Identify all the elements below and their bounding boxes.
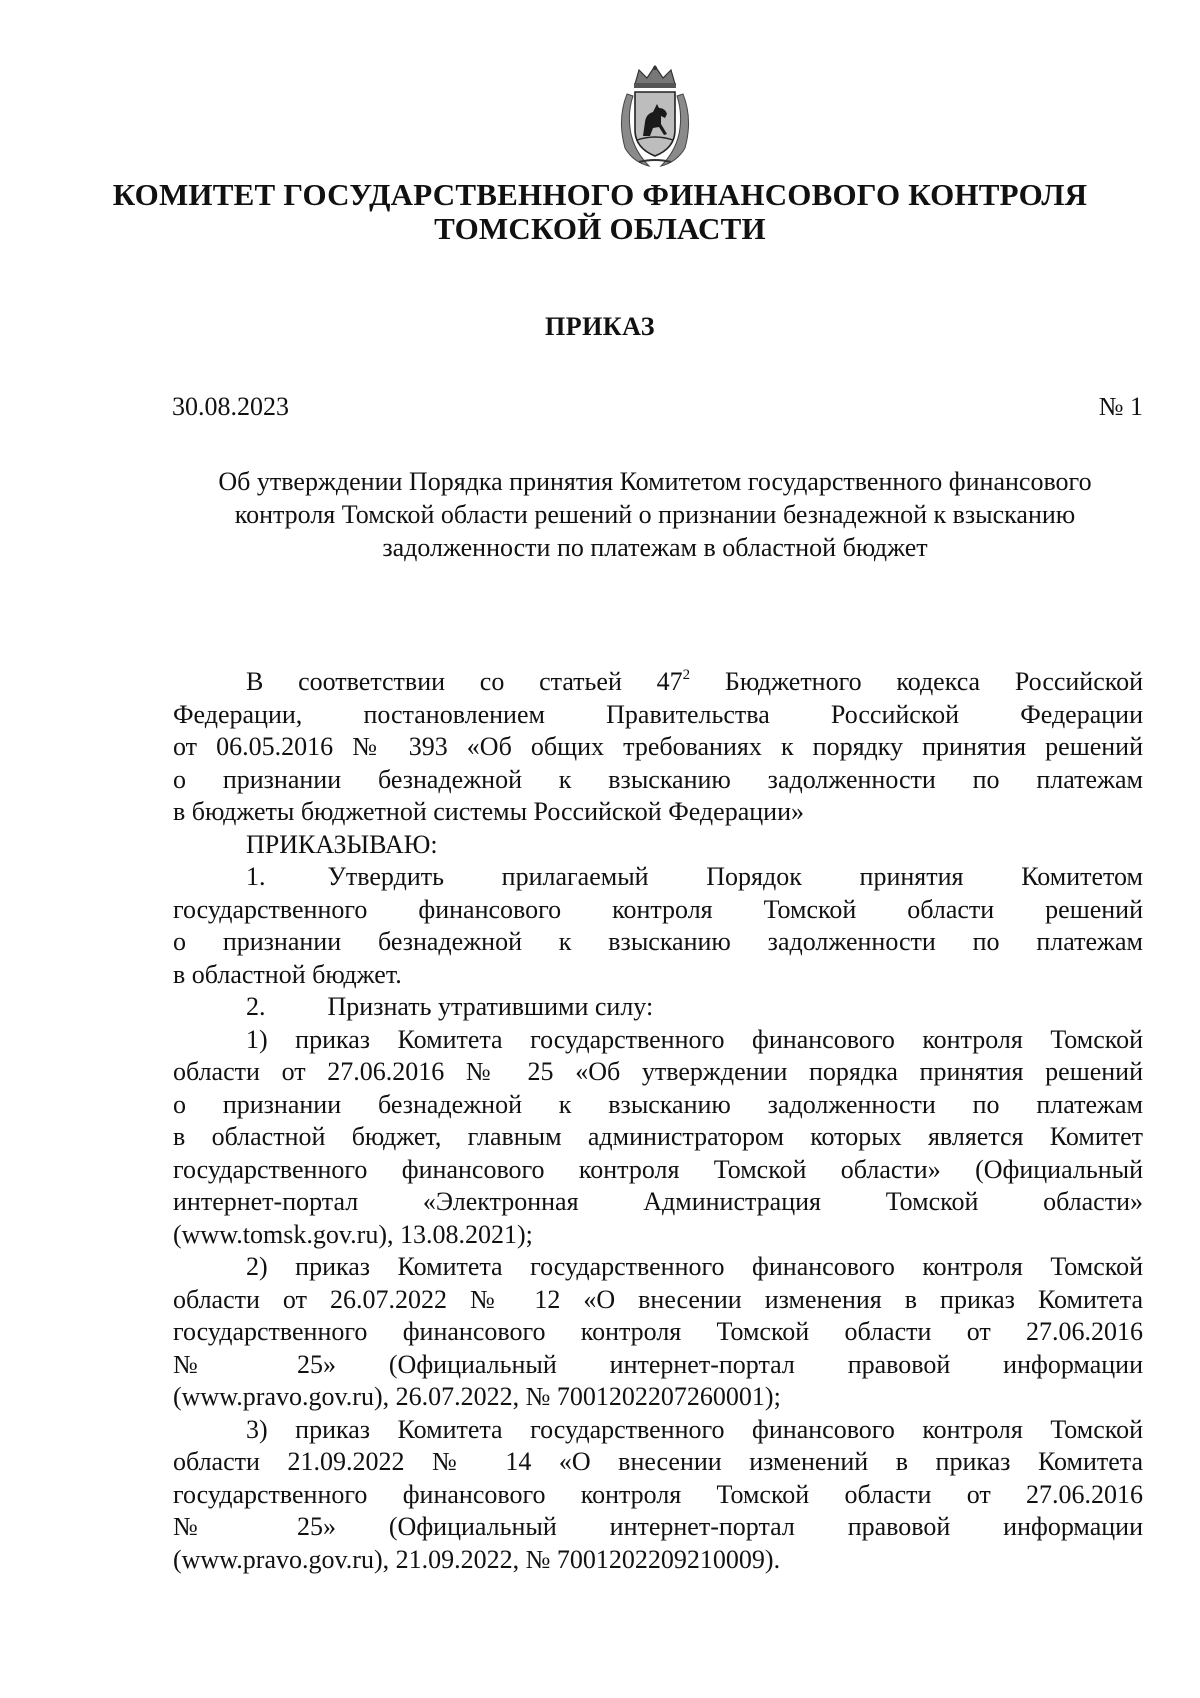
title-line: Об утверждении Порядка принятия Комитетом государственного финансового bbox=[218, 467, 1092, 496]
item-text: Утвердить прилагаемый Порядок принятия Комитетом bbox=[327, 862, 1143, 891]
preamble-line: в бюджеты бюджетной системы Российской Федерации» bbox=[173, 797, 804, 826]
subitem-1-line: в областной бюджет, главным администратором которых является Комитет bbox=[173, 1122, 1143, 1151]
subitem-1-line: 1) приказ Комитета государственного финансового контроля Томской bbox=[246, 1024, 1143, 1054]
item-text: Признать утратившими силу: bbox=[327, 992, 654, 1021]
item-number: 1. bbox=[246, 862, 266, 891]
subitem-2-line: 2) приказ Комитета государственного финансового контроля Томской bbox=[246, 1252, 1143, 1281]
subitem-3-line: государственного финансового контроля Томской области от 27.06.2016 bbox=[173, 1479, 1143, 1509]
preamble-line: от 06.05.2016 № 393 «Об общих требованиях к порядку принятия решений bbox=[173, 732, 1143, 761]
title-line: контроля Томской области решений о признании безнадежной к взысканию bbox=[234, 500, 1076, 529]
subitem-3-line: 3) приказ Комитета государственного финансового контроля Томской bbox=[246, 1414, 1143, 1444]
subitem-2-line: (www.pravo.gov.ru), 26.07.2022, № 7001202207260001); bbox=[173, 1382, 781, 1411]
document-date: 30.08.2023 bbox=[172, 392, 289, 421]
subitem-3-line: области 21.09.2022 № 14 «О внесении изменений в приказ Комитета bbox=[173, 1447, 1143, 1476]
preamble-line bbox=[173, 666, 1143, 699]
item-1-line: государственного финансового контроля Томской области решений bbox=[173, 894, 1143, 924]
org-name-line2: ТОМСКОЙ ОБЛАСТИ bbox=[434, 211, 766, 246]
preamble-text: Бюджетного кодекса Российской bbox=[690, 667, 1143, 696]
order-word: ПРИКАЗЫВАЮ: bbox=[246, 829, 438, 859]
document-type: ПРИКАЗ bbox=[544, 312, 656, 341]
subitem-2-line: области от 26.07.2022 № 12 «О внесении изменения в приказ Комитета bbox=[173, 1284, 1143, 1314]
document-title bbox=[170, 465, 1140, 564]
item-number: 2. bbox=[246, 992, 266, 1021]
subitem-1-line: о признании безнадежной к взысканию задолженности по платежам bbox=[173, 1089, 1143, 1119]
article-superscript: 2 bbox=[682, 667, 691, 683]
subitem-2-line: государственного финансового контроля Томской области от 27.06.2016 bbox=[173, 1317, 1143, 1346]
subitem-1-line: области от 27.06.2016 № 25 «Об утверждении порядка принятия решений bbox=[173, 1057, 1143, 1086]
subitem-3-line: (www.pravo.gov.ru), 21.09.2022, № 7001202209210009). bbox=[173, 1544, 781, 1574]
subitem-1-line: (www.tomsk.gov.ru), 13.08.2021); bbox=[173, 1219, 533, 1249]
preamble-line: о признании безнадежной к взысканию задолженности по платежам bbox=[173, 764, 1143, 794]
title-line: задолженности по платежам в областной бюджет bbox=[382, 533, 928, 562]
item-1-line bbox=[173, 861, 1143, 894]
preamble-line: Федерации, постановлением Правительства Российской Федерации bbox=[173, 699, 1143, 729]
org-name-line1: КОМИТЕТ ГОСУДАРСТВЕННОГО ФИНАНСОВОГО КОНТРОЛЯ bbox=[112, 177, 1088, 212]
subitem-2-line: № 25» (Официальный интернет-портал правовой информации bbox=[173, 1349, 1143, 1379]
subitem-1-line: интернет-портал «Электронная Администрация Томской области» bbox=[173, 1187, 1143, 1216]
subitem-1-line: государственного финансового контроля Томской области» (Официальный bbox=[173, 1154, 1143, 1184]
document-number: № 1 bbox=[1098, 392, 1143, 421]
preamble-text: В соответствии со статьей 47 bbox=[246, 667, 683, 696]
subitem-3-line: № 25» (Официальный интернет-портал правовой информации bbox=[173, 1512, 1143, 1541]
item-1-line: в областной бюджет. bbox=[173, 959, 402, 989]
item-2-line bbox=[173, 991, 1143, 1024]
document-body bbox=[173, 666, 1143, 1576]
coat-of-arms-icon bbox=[613, 64, 697, 170]
item-1-line: о признании безнадежной к взысканию задолженности по платежам bbox=[173, 927, 1143, 956]
